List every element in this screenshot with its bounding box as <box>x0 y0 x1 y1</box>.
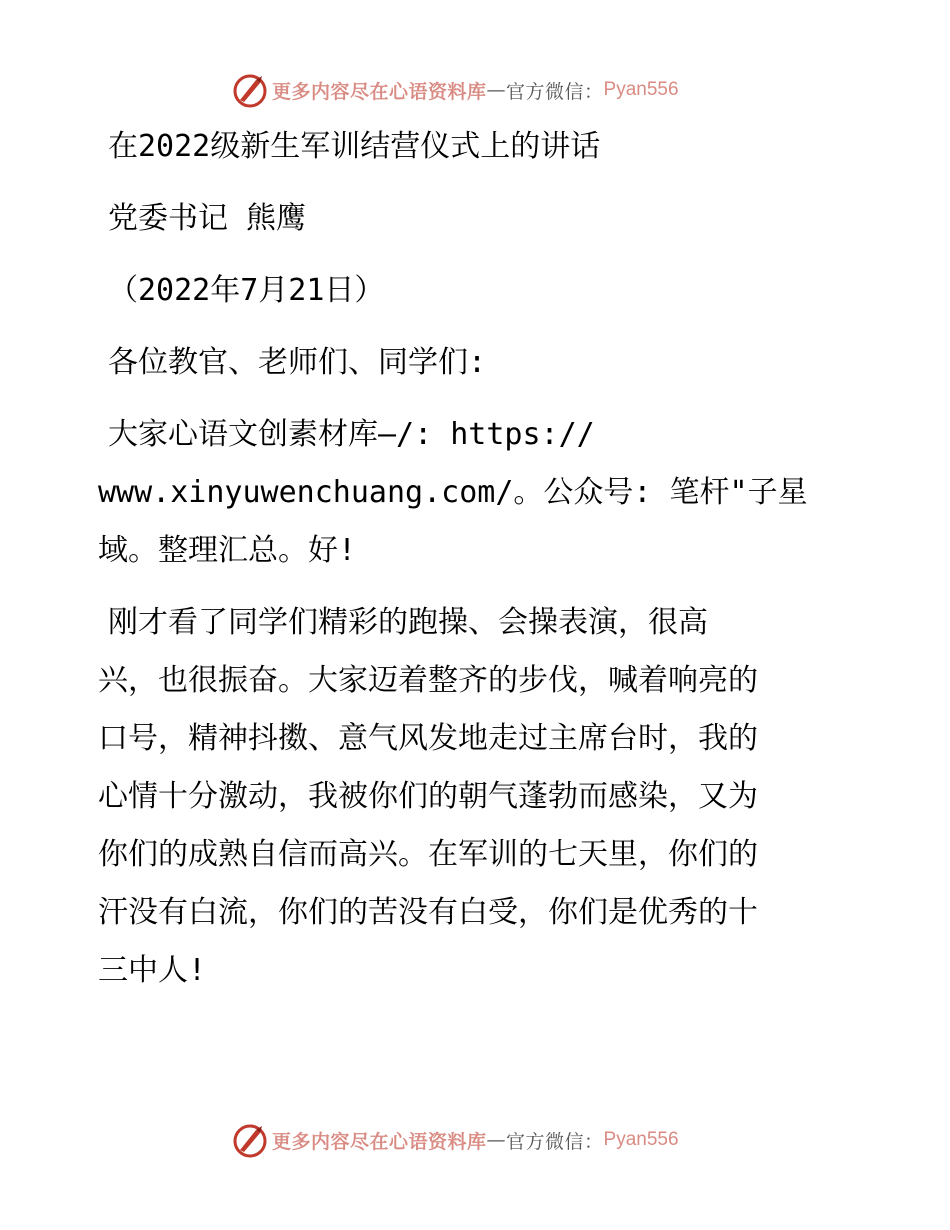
document-title: 在2022级新生军训结营仪式上的讲话 <box>108 129 601 164</box>
paragraph-line: 刚才看了同学们精彩的跑操、会操表演，很高 <box>108 605 708 640</box>
paragraph-line: 兴，也很振奋。大家迈着整齐的步伐，喊着响亮的 <box>98 663 758 698</box>
header-watermark <box>232 70 679 110</box>
paragraph-line: 口号，精神抖擞、意气风发地走过主席台时，我的 <box>98 721 758 756</box>
footer-watermark <box>232 1120 679 1160</box>
document-body <box>98 118 850 1000</box>
paragraph-line: 你们的成熟自信而高兴。在军训的七天里，你们的 <box>98 837 758 872</box>
quill-pen-logo-icon <box>232 1122 268 1158</box>
watermark-dash: — <box>486 1129 507 1151</box>
paragraph-line: 大家心语文创素材库—/: https:// <box>108 417 595 452</box>
watermark-official-label: 官方微信： <box>506 80 604 103</box>
paragraph-line: 三中人! <box>98 953 207 988</box>
paragraph-1 <box>98 406 850 580</box>
watermark-official-label: 官方微信： <box>506 1130 604 1153</box>
paragraph-2 <box>98 594 850 1000</box>
document-date: （2022年7月21日） <box>108 273 385 308</box>
watermark-brand: 更多内容尽在心语资料库 <box>272 80 487 103</box>
watermark-wechat-handle: Pyan556 <box>603 79 679 100</box>
document-author: 党委书记 熊鹰 <box>108 201 307 236</box>
paragraph-line: www.xinyuwenchuang.com/。公众号: 笔杆"子星 <box>98 475 808 510</box>
watermark-brand: 更多内容尽在心语资料库 <box>272 1130 487 1153</box>
watermark-wechat-handle: Pyan556 <box>603 1129 679 1150</box>
paragraph-line: 心情十分激动，我被你们的朝气蓬勃而感染，又为 <box>98 779 758 814</box>
document-salutation: 各位教官、老师们、同学们: <box>108 345 487 380</box>
paragraph-line: 汗没有白流，你们的苦没有白受，你们是优秀的十 <box>98 895 758 930</box>
paragraph-line: 域。整理汇总。好! <box>98 533 357 568</box>
quill-pen-logo-icon <box>232 72 268 108</box>
watermark-dash: — <box>486 79 507 101</box>
